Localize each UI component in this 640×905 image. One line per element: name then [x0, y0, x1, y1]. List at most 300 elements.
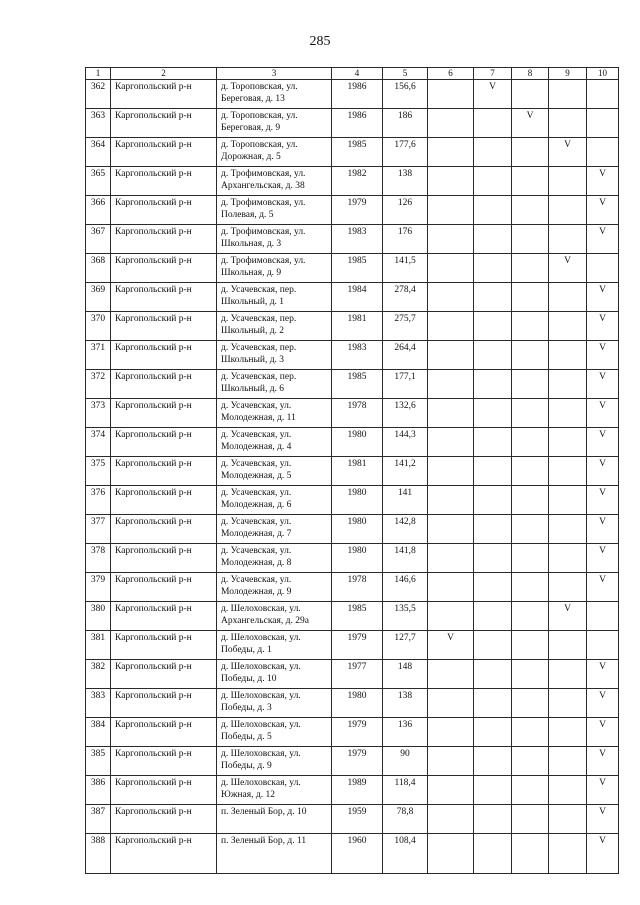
address-cell: д. Тороповская, ул. Береговая, д. 9 [217, 109, 332, 138]
flag-cell [428, 486, 474, 515]
district-cell: Каргопольский р-н [111, 631, 217, 660]
flag-cell [428, 602, 474, 631]
year-cell: 1985 [332, 370, 383, 399]
flag-cell [512, 341, 549, 370]
table-row [86, 660, 619, 689]
table-row [86, 399, 619, 428]
flag-cell: V [549, 254, 587, 283]
district-cell: Каргопольский р-н [111, 747, 217, 776]
address-cell: д. Тороповская, ул. Дорожная, д. 5 [217, 138, 332, 167]
flag-cell [512, 631, 549, 660]
area-cell: 144,3 [383, 428, 428, 457]
row-number: 362 [86, 80, 111, 109]
row-number: 374 [86, 428, 111, 457]
flag-cell: V [587, 573, 619, 602]
address-cell: д. Усачевская, пер. Школьный, д. 2 [217, 312, 332, 341]
flag-cell [512, 515, 549, 544]
flag-cell [549, 196, 587, 225]
flag-cell [474, 457, 512, 486]
flag-cell [512, 573, 549, 602]
table-row [86, 515, 619, 544]
address-cell: д. Тороповская, ул. Береговая, д. 13 [217, 80, 332, 109]
address-cell: д. Усачевская, ул. Молодежная, д. 5 [217, 457, 332, 486]
flag-cell [512, 370, 549, 399]
flag-cell [512, 602, 549, 631]
flag-cell [549, 689, 587, 718]
flag-cell: V [587, 399, 619, 428]
housing-registry-table [85, 67, 619, 874]
area-cell: 138 [383, 689, 428, 718]
column-number: 9 [549, 68, 587, 80]
flag-cell: V [587, 515, 619, 544]
district-cell: Каргопольский р-н [111, 776, 217, 805]
flag-cell [549, 312, 587, 341]
area-cell: 176 [383, 225, 428, 254]
year-cell: 1980 [332, 515, 383, 544]
flag-cell [428, 80, 474, 109]
flag-cell [587, 631, 619, 660]
address-cell: д. Усачевская, ул. Молодежная, д. 8 [217, 544, 332, 573]
year-cell: 1980 [332, 428, 383, 457]
district-cell: Каргопольский р-н [111, 370, 217, 399]
flag-cell: V [587, 341, 619, 370]
row-number: 367 [86, 225, 111, 254]
flag-cell [428, 138, 474, 167]
flag-cell [474, 283, 512, 312]
year-cell: 1980 [332, 486, 383, 515]
year-cell: 1978 [332, 399, 383, 428]
year-cell: 1977 [332, 660, 383, 689]
flag-cell [512, 718, 549, 747]
flag-cell [474, 428, 512, 457]
row-number: 386 [86, 776, 111, 805]
table-row [86, 254, 619, 283]
year-cell: 1979 [332, 196, 383, 225]
table-row [86, 544, 619, 573]
table-row [86, 602, 619, 631]
address-cell: д. Усачевская, ул. Молодежная, д. 7 [217, 515, 332, 544]
area-cell: 108,4 [383, 834, 428, 874]
area-cell: 126 [383, 196, 428, 225]
column-number-row [86, 68, 619, 80]
area-cell: 138 [383, 167, 428, 196]
flag-cell [474, 747, 512, 776]
flag-cell [474, 573, 512, 602]
flag-cell [512, 834, 549, 874]
column-number: 4 [332, 68, 383, 80]
column-number: 3 [217, 68, 332, 80]
district-cell: Каргопольский р-н [111, 138, 217, 167]
area-cell: 118,4 [383, 776, 428, 805]
flag-cell: V [587, 689, 619, 718]
flag-cell [474, 544, 512, 573]
flag-cell [428, 776, 474, 805]
flag-cell [587, 80, 619, 109]
flag-cell [474, 776, 512, 805]
flag-cell [512, 457, 549, 486]
address-cell: д. Трофимовская, ул. Школьная, д. 9 [217, 254, 332, 283]
flag-cell [549, 834, 587, 874]
area-cell: 90 [383, 747, 428, 776]
district-cell: Каргопольский р-н [111, 457, 217, 486]
column-number: 8 [512, 68, 549, 80]
row-number: 370 [86, 312, 111, 341]
flag-cell [474, 660, 512, 689]
flag-cell: V [587, 834, 619, 874]
flag-cell: V [474, 80, 512, 109]
address-cell: д. Шелоховская, ул. Победы, д. 9 [217, 747, 332, 776]
year-cell: 1982 [332, 167, 383, 196]
flag-cell [512, 399, 549, 428]
year-cell: 1985 [332, 138, 383, 167]
row-number: 379 [86, 573, 111, 602]
flag-cell [549, 805, 587, 834]
district-cell: Каргопольский р-н [111, 689, 217, 718]
flag-cell [428, 167, 474, 196]
flag-cell [474, 399, 512, 428]
flag-cell: V [587, 370, 619, 399]
district-cell: Каргопольский р-н [111, 660, 217, 689]
flag-cell [549, 167, 587, 196]
address-cell: д. Шелоховская, ул. Архангельская, д. 29а [217, 602, 332, 631]
address-cell: д. Трофимовская, ул. Архангельская, д. 38 [217, 167, 332, 196]
row-number: 378 [86, 544, 111, 573]
table-row [86, 109, 619, 138]
flag-cell [549, 457, 587, 486]
flag-cell: V [587, 428, 619, 457]
table-row [86, 370, 619, 399]
address-cell: д. Усачевская, пер. Школьный, д. 6 [217, 370, 332, 399]
flag-cell [428, 660, 474, 689]
column-number: 7 [474, 68, 512, 80]
area-cell: 141,2 [383, 457, 428, 486]
district-cell: Каргопольский р-н [111, 486, 217, 515]
year-cell: 1986 [332, 80, 383, 109]
column-number: 6 [428, 68, 474, 80]
flag-cell [474, 689, 512, 718]
table-row [86, 225, 619, 254]
flag-cell: V [428, 631, 474, 660]
district-cell: Каргопольский р-н [111, 515, 217, 544]
address-cell: п. Зеленый Бор, д. 11 [217, 834, 332, 874]
year-cell: 1980 [332, 689, 383, 718]
table-row [86, 428, 619, 457]
flag-cell [428, 718, 474, 747]
district-cell: Каргопольский р-н [111, 573, 217, 602]
flag-cell [428, 109, 474, 138]
area-cell: 141,5 [383, 254, 428, 283]
flag-cell [428, 573, 474, 602]
area-cell: 141 [383, 486, 428, 515]
address-cell: д. Усачевская, ул. Молодежная, д. 4 [217, 428, 332, 457]
table-row [86, 573, 619, 602]
address-cell: д. Шелоховская, ул. Победы, д. 5 [217, 718, 332, 747]
address-cell: д. Трофимовская, ул. Школьная, д. 3 [217, 225, 332, 254]
year-cell: 1979 [332, 718, 383, 747]
table-row [86, 776, 619, 805]
year-cell: 1985 [332, 254, 383, 283]
table-row [86, 805, 619, 834]
flag-cell [512, 80, 549, 109]
flag-cell [474, 718, 512, 747]
area-cell: 127,7 [383, 631, 428, 660]
row-number: 387 [86, 805, 111, 834]
flag-cell [474, 805, 512, 834]
flag-cell [428, 747, 474, 776]
district-cell: Каргопольский р-н [111, 718, 217, 747]
flag-cell [549, 660, 587, 689]
flag-cell [428, 457, 474, 486]
flag-cell [474, 341, 512, 370]
year-cell: 1989 [332, 776, 383, 805]
flag-cell [428, 196, 474, 225]
area-cell: 275,7 [383, 312, 428, 341]
year-cell: 1986 [332, 109, 383, 138]
year-cell: 1981 [332, 457, 383, 486]
table-row [86, 167, 619, 196]
year-cell: 1985 [332, 602, 383, 631]
flag-cell [549, 747, 587, 776]
flag-cell [428, 341, 474, 370]
flag-cell [428, 312, 474, 341]
row-number: 384 [86, 718, 111, 747]
table-row [86, 80, 619, 109]
flag-cell: V [587, 660, 619, 689]
year-cell: 1980 [332, 544, 383, 573]
flag-cell [549, 573, 587, 602]
flag-cell [512, 660, 549, 689]
district-cell: Каргопольский р-н [111, 805, 217, 834]
flag-cell [474, 196, 512, 225]
area-cell: 148 [383, 660, 428, 689]
flag-cell [512, 283, 549, 312]
district-cell: Каргопольский р-н [111, 80, 217, 109]
row-number: 388 [86, 834, 111, 874]
row-number: 366 [86, 196, 111, 225]
flag-cell [428, 428, 474, 457]
year-cell: 1978 [332, 573, 383, 602]
district-cell: Каргопольский р-н [111, 196, 217, 225]
flag-cell: V [587, 544, 619, 573]
flag-cell: V [549, 138, 587, 167]
flag-cell: V [587, 776, 619, 805]
table-row [86, 631, 619, 660]
flag-cell [474, 834, 512, 874]
area-cell: 146,6 [383, 573, 428, 602]
row-number: 381 [86, 631, 111, 660]
flag-cell [474, 602, 512, 631]
flag-cell [512, 428, 549, 457]
table-row [86, 341, 619, 370]
flag-cell [512, 747, 549, 776]
flag-cell [549, 718, 587, 747]
address-cell: п. Зеленый Бор, д. 10 [217, 805, 332, 834]
address-cell: д. Шелоховская, ул. Победы, д. 3 [217, 689, 332, 718]
column-number: 1 [86, 68, 111, 80]
district-cell: Каргопольский р-н [111, 544, 217, 573]
table-row [86, 689, 619, 718]
address-cell: д. Шелоховская, ул. Победы, д. 10 [217, 660, 332, 689]
district-cell: Каргопольский р-н [111, 341, 217, 370]
flag-cell [474, 254, 512, 283]
address-cell: д. Трофимовская, ул. Полевая, д. 5 [217, 196, 332, 225]
flag-cell [474, 370, 512, 399]
table-row [86, 196, 619, 225]
row-number: 368 [86, 254, 111, 283]
flag-cell: V [587, 805, 619, 834]
flag-cell: V [587, 196, 619, 225]
year-cell: 1960 [332, 834, 383, 874]
area-cell: 278,4 [383, 283, 428, 312]
year-cell: 1979 [332, 747, 383, 776]
district-cell: Каргопольский р-н [111, 225, 217, 254]
district-cell: Каргопольский р-н [111, 312, 217, 341]
flag-cell [549, 109, 587, 138]
row-number: 364 [86, 138, 111, 167]
area-cell: 156,6 [383, 80, 428, 109]
flag-cell [512, 312, 549, 341]
flag-cell [549, 776, 587, 805]
row-number: 363 [86, 109, 111, 138]
address-cell: д. Усачевская, пер. Школьный, д. 1 [217, 283, 332, 312]
flag-cell [428, 370, 474, 399]
column-number: 10 [587, 68, 619, 80]
year-cell: 1979 [332, 631, 383, 660]
row-number: 369 [86, 283, 111, 312]
flag-cell: V [587, 225, 619, 254]
year-cell: 1984 [332, 283, 383, 312]
flag-cell [512, 138, 549, 167]
flag-cell: V [512, 109, 549, 138]
flag-cell [512, 689, 549, 718]
year-cell: 1983 [332, 225, 383, 254]
flag-cell: V [587, 486, 619, 515]
flag-cell [428, 515, 474, 544]
address-cell: д. Усачевская, ул. Молодежная, д. 11 [217, 399, 332, 428]
district-cell: Каргопольский р-н [111, 428, 217, 457]
flag-cell: V [587, 167, 619, 196]
flag-cell [549, 515, 587, 544]
flag-cell [428, 689, 474, 718]
flag-cell: V [587, 747, 619, 776]
row-number: 382 [86, 660, 111, 689]
area-cell: 132,6 [383, 399, 428, 428]
flag-cell: V [587, 283, 619, 312]
flag-cell [587, 602, 619, 631]
flag-cell [549, 399, 587, 428]
district-cell: Каргопольский р-н [111, 283, 217, 312]
flag-cell [549, 80, 587, 109]
table-row [86, 747, 619, 776]
district-cell: Каргопольский р-н [111, 602, 217, 631]
flag-cell: V [587, 312, 619, 341]
table-row [86, 486, 619, 515]
district-cell: Каргопольский р-н [111, 254, 217, 283]
flag-cell [549, 341, 587, 370]
area-cell: 78,8 [383, 805, 428, 834]
flag-cell [428, 399, 474, 428]
row-number: 380 [86, 602, 111, 631]
flag-cell [549, 544, 587, 573]
flag-cell [428, 834, 474, 874]
flag-cell [428, 254, 474, 283]
row-number: 376 [86, 486, 111, 515]
row-number: 371 [86, 341, 111, 370]
flag-cell [549, 370, 587, 399]
row-number: 377 [86, 515, 111, 544]
page-number: 285 [309, 34, 331, 49]
flag-cell [474, 486, 512, 515]
table-row [86, 138, 619, 167]
district-cell: Каргопольский р-н [111, 399, 217, 428]
flag-cell [474, 109, 512, 138]
flag-cell [428, 225, 474, 254]
flag-cell [549, 631, 587, 660]
table-row [86, 457, 619, 486]
address-cell: д. Усачевская, ул. Молодежная, д. 9 [217, 573, 332, 602]
address-cell: д. Шелоховская, ул. Победы, д. 1 [217, 631, 332, 660]
area-cell: 136 [383, 718, 428, 747]
address-cell: д. Усачевская, пер. Школьный, д. 3 [217, 341, 332, 370]
flag-cell [512, 225, 549, 254]
flag-cell [587, 138, 619, 167]
year-cell: 1983 [332, 341, 383, 370]
flag-cell [587, 109, 619, 138]
column-number: 5 [383, 68, 428, 80]
row-number: 365 [86, 167, 111, 196]
table-row [86, 718, 619, 747]
flag-cell [512, 196, 549, 225]
district-cell: Каргопольский р-н [111, 109, 217, 138]
flag-cell [474, 515, 512, 544]
area-cell: 135,5 [383, 602, 428, 631]
flag-cell: V [587, 718, 619, 747]
flag-cell [512, 486, 549, 515]
flag-cell [428, 805, 474, 834]
area-cell: 177,6 [383, 138, 428, 167]
flag-cell [512, 805, 549, 834]
area-cell: 141,8 [383, 544, 428, 573]
flag-cell [428, 283, 474, 312]
year-cell: 1959 [332, 805, 383, 834]
address-cell: д. Усачевская, ул. Молодежная, д. 6 [217, 486, 332, 515]
table-row [86, 283, 619, 312]
district-cell: Каргопольский р-н [111, 834, 217, 874]
address-cell: д. Шелоховская, ул. Южная, д. 12 [217, 776, 332, 805]
flag-cell [512, 167, 549, 196]
flag-cell [474, 312, 512, 341]
table-row [86, 312, 619, 341]
area-cell: 186 [383, 109, 428, 138]
area-cell: 177,1 [383, 370, 428, 399]
flag-cell [512, 776, 549, 805]
area-cell: 264,4 [383, 341, 428, 370]
flag-cell [474, 225, 512, 254]
flag-cell [587, 254, 619, 283]
flag-cell [549, 283, 587, 312]
table-row [86, 834, 619, 874]
flag-cell [549, 428, 587, 457]
year-cell: 1981 [332, 312, 383, 341]
flag-cell: V [549, 602, 587, 631]
column-number: 2 [111, 68, 217, 80]
flag-cell: V [587, 457, 619, 486]
flag-cell [549, 486, 587, 515]
flag-cell [474, 631, 512, 660]
flag-cell [512, 544, 549, 573]
row-number: 375 [86, 457, 111, 486]
area-cell: 142,8 [383, 515, 428, 544]
